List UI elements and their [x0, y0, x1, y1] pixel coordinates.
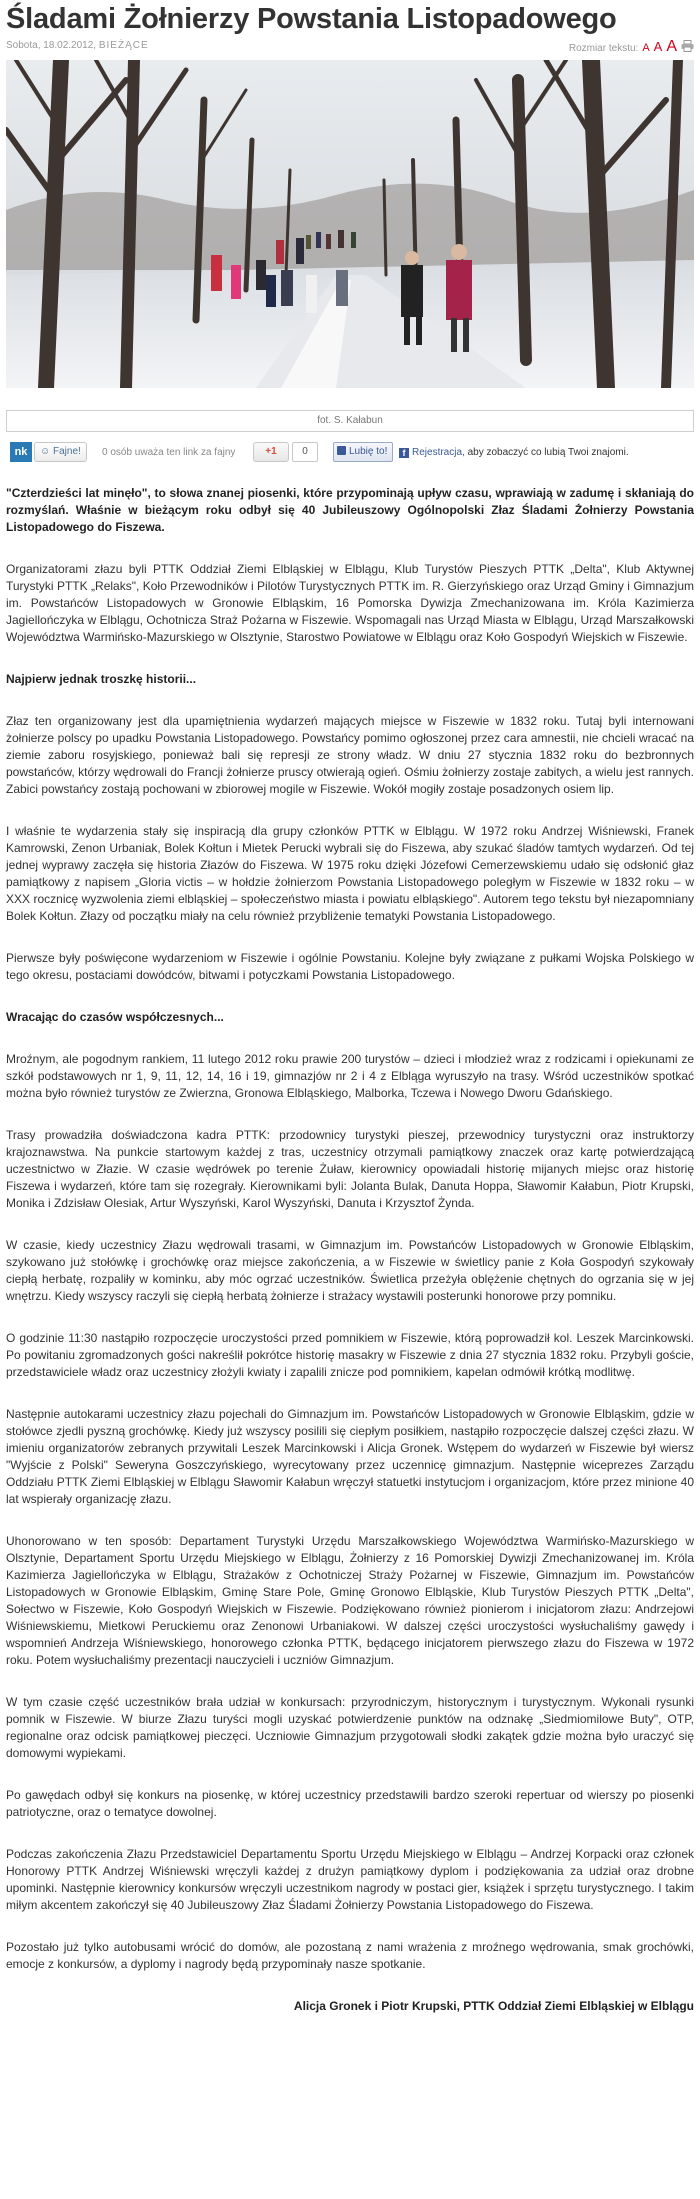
facebook-icon: f	[399, 448, 409, 458]
facebook-like-button[interactable]	[333, 442, 393, 462]
article-paragraph: W czasie, kiedy uczestnicy Złazu wędrowali trasami, w Gimnazjum im. Powstańców Listopadowych w Gronowie Elbląskim, szykowano już stołówkę i grochówkę oraz miejsce zakończenia, a w Fiszewie w świetlicy panie z Koła Gospodyń szykowały ciepłą herbatę, rozpaliły w kominku, aby móc ogrzać uczestników. Świetlica przeżyła oblężenie chętnych do ogrzania się w jej wnętrzu. Kiedy wszyscy raczyli się ciepłą herbatą żołnierze i strażacy wystawili posterunki honorowe przy pomniku.	[6, 1238, 694, 1303]
text-size-large-button[interactable]: A	[666, 38, 677, 55]
text-size-label: Rozmiar tekstu:	[568, 43, 639, 54]
google-plus-count: 0	[292, 442, 318, 462]
printer-icon[interactable]	[681, 40, 694, 52]
article-paragraph: Uhonorowano w ten sposób: Departament Turystyki Urzędu Marszałkowskiego Województwa Warmińsko-Mazurskiego w Olsztynie, Departament Sportu Urzędu Miejskiego w Elblągu, Żołnierzy z 16 Pomorskiej Dywizji Zmechanizowanej im. Króla Kazimierza Jagiellończyka w Elblągu, Strażaków z Ochotniczej Straży Pożarnej w Fiszewie, Gimnazjum im. Powstańców Listopadowych w Gronowie Elbląskim, Gminę Stare Pole, Gminę Gronowo Elbląskie, Klub Turystów Pieszych PTTK „Delta", Sołectwo w Fiszewie, Koło Gospodyń Wiejskich w Fiszewie. Podziękowano również pionierom i inicjatorom złazu: Andrzejowi Wiśniewskiemu, Mietkowi Peruckiemu oraz Zenonowi Urbaniakowi. W dalszej części uroczystości wysłuchaliśmy gawędy i wspomnień Andrzeja Wiśniewskiego, honorowego członka PTTK, będącego inicjatorem pierwszego złazu do Fiszewa w 1972 roku. Potem wysłuchaliśmy prezentacji nauczycieli i uczniów Gimnazjum.	[6, 1534, 694, 1667]
article-paragraph: Następnie autokarami uczestnicy złazu pojechali do Gimnazjum im. Powstańców Listopadowych w Gronowie Elbląskim, gdzie w stołówce zjedli pyszną grochówkę. Kiedy już wszyscy posilili się ciepłym posiłkiem, nastąpiło rozpoczęcie dalszej części złazu. W imieniu organizatorów zebranych przywitali Leszek Marcinkowski i Alicja Gronek. Wstępem do wydarzeń w Fiszewie był wiersz "Wyjście z Polski" Seweryna Goszczyńskiego, wyrecytowany przez uczennicę gimnazjum. Następnie wiceprezes Zarządu Oddziału PTTK Ziemi Elbląskiej w Elblągu Sławomir Kałabun wręczył statuetki instytucjom i organizacjom, które przez minione 40 lat wspierały organizację złazu.	[6, 1407, 694, 1506]
article-photo	[6, 60, 694, 388]
nk-fajne-button[interactable]	[34, 442, 87, 462]
article-lead: "Czterdzieści lat minęło", to słowa znanej piosenki, które przypominają upływ czasu, wprawiają w zadumę i skłaniają do rozmyślań. Właśnie w bieżącym roku odbył się 40 Jubileuszowy Ogólnopolski Złaz Śladami Żołnierzy Powstania Listopadowego do Fiszewa.	[6, 486, 694, 534]
article-date-row	[6, 40, 149, 51]
facebook-register-note: aby zobaczyć co lubią Twoi znajomi.	[464, 447, 629, 458]
article-body	[6, 485, 694, 2015]
article-paragraph: O godzinie 11:30 nastąpiło rozpoczęcie uroczystości przed pomnikiem w Fiszewie, którą poprowadził kol. Leszek Marcinkowski. Po powitaniu zgromadzonych gości nakreślił pokrótce historię masakry w Fiszewie z dnia 27 stycznia 1832 roku. Przybyli goście, przedstawiciele władz oraz uczestnicy złożyli kwiaty i zapalili znicze pod pomnikiem, kapelan odmówił krótką modlitwę.	[6, 1331, 694, 1379]
facebook-register-link[interactable]: Rejestracja,	[412, 447, 465, 458]
article-paragraph: Trasy prowadziła doświadczona kadra PTTK: przodownicy turystyki pieszej, przewodnicy turystyczni oraz instruktorzy krajoznawstwa. Na punkcie startowym każdej z tras, uczestnicy otrzymali pamiątkowy znaczek oraz kartę potwierdzającą uczestnictwo w Złazie. W czasie wędrówek po terenie Żuław, kierownicy opowiadali historię mijanych miejsc oraz historię Fiszewa i wydarzeń, które tam się rozegrały. Kierownikami byli: Jolanta Bulak, Danuta Hoppa, Sławomir Kałabun, Piotr Krupski, Monika i Zdzisław Olesiak, Artur Wyszyński, Karol Wyszyński, Danuta i Krzysztof Żynda.	[6, 1128, 694, 1210]
nk-count-text: 0 osób uważa ten link za fajny	[102, 447, 236, 458]
photo-caption: fot. S. Kałabun	[6, 410, 694, 432]
article-title: Śladami Żołnierzy Powstania Listopadowego	[6, 3, 617, 35]
text-size-controls	[569, 38, 694, 56]
text-size-medium-button[interactable]: A	[653, 39, 663, 54]
article-paragraph: Po gawędach odbył się konkurs na piosenkę, w której uczestnicy przedstawili bardzo szeroki repertuar od wierszy po piosenki patriotyczne, oraz o tematyce dowolnej.	[6, 1788, 694, 1819]
article-subheading: Wracając do czasów współczesnych...	[6, 1010, 224, 1024]
article-paragraph: Pozostało już tylko autobusami wrócić do domów, ale pozostaną z nami wrażenia z mroźnego wędrowania, smak grochówki, emocje z konkursów, a dyplomy i nagrody będą przypominały nasze spotkanie.	[6, 1940, 694, 1971]
article-paragraph: W tym czasie część uczestników brała udział w konkursach: przyrodniczym, historycznym i turystycznym. Wykonali rysunki pomnik w Fiszewie. W biurze Złazu turyści mogli uzyskać potwierdzenie punktów na odznakę „Siedmiomilowe Buty", OTP, regionalne oraz odcisk pamiątkowej pieczęci. Uczniowie Gimnazjum przygotowali słodki zakątek gdzie można było uraczyć się domowymi wypiekami.	[6, 1695, 694, 1760]
article-paragraph: Mroźnym, ale pogodnym rankiem, 11 lutego 2012 roku prawie 200 turystów – dzieci i młodzież wraz z rodzicami i opiekunami ze szkół podstawowych nr 1, 9, 11, 12, 14, 16 i 19, gimnazjów nr 2 i 4 z Elbląga wyruszyło na trasy. Wśród uczestników spotkać można było również turystów ze Zwierzna, Gronowa Elbląskiego, Malborka, Tczewa i Nowego Dworu Gdańskiego.	[6, 1052, 694, 1100]
article-paragraph: I właśnie te wydarzenia stały się inspiracją dla grupy członków PTTK w Elblągu. W 1972 roku Andrzej Wiśniewski, Franek Kamrowski, Zenon Urbaniak, Bolek Kołtun i Mietek Perucki wybrali się do Fiszewa, aby szukać śladów tamtych wydarzeń. Od tej jednej wyprawy zaczęła się historia Złazów do Fiszewa. W 1975 roku dzięki Józefowi Cemerzewskiemu udało się odsłonić głaz pamiątkowy z napisem „Gloria victis – w hołdzie żołnierzom Powstania Listopadowego poległym w Fiszewie w 1832 roku – w XXX rocznicę wyzwolenia ziemi elbląskiej – społeczeństwo miasta i powiatu elbląskiego". Autorem tego tekstu był niezapomniany Bolek Kołtun. Złazy od początku miały na celu również przybliżenie tematyki Powstania Listopadowego.	[6, 824, 694, 923]
article-date: Sobota, 18.02.2012,	[6, 40, 97, 51]
thumbs-up-icon	[337, 446, 346, 455]
article-paragraph: Organizatorami złazu byli PTTK Oddział Ziemi Elbląskiej w Elblągu, Klub Turystów Pieszych PTTK „Delta", Klub Aktywnej Turystyki PTTK „Relaks", Koło Przewodników i Pilotów Turystycznych PTTK im. R. Gierzyńskiego oraz Urząd Gminy i Gimnazjum im. Powstańców Listopadowych w Gronowie Elbląskim, 16 Pomorska Dywizja Zmechanizowana im. Króla Kazimierza Jagiellończyka w Elblągu, Ochotnicza Straż Pożarna w Fiszewie. Wspomagali nas Urząd Miasta w Elblągu, Urząd Marszałkowski Województwa Warmińsko-Mazurskiego w Olsztynie, Starostwo Powiatowe w Elblągu oraz Koło Gospodyń Wiejskich w Fiszewie.	[6, 562, 694, 644]
text-size-small-button[interactable]: A	[642, 42, 650, 54]
nk-fajne-label: Fajne!	[53, 446, 81, 457]
nk-smile-icon: ☺	[40, 446, 53, 457]
facebook-register-text	[399, 447, 629, 458]
google-plus-button[interactable]: +1	[253, 442, 289, 462]
article-signature: Alicja Gronek i Piotr Krupski, PTTK Oddział Ziemi Elbląskiej w Elblągu	[293, 1999, 694, 2013]
social-share-bar	[6, 441, 694, 469]
article-page	[6, 0, 694, 2015]
article-paragraph: Pierwsze były poświęcone wydarzeniom w Fiszewie i ogólnie Powstaniu. Kolejne były związane z pułkami Wojska Polskiego w tego okresu, postaciami dowódców, bitwami i potyczkami Powstania Listopadowego.	[6, 951, 694, 982]
article-subheading: Najpierw jednak troszkę historii...	[6, 672, 197, 686]
facebook-like-label: Lubię to!	[349, 446, 388, 457]
article-meta	[6, 38, 694, 56]
article-category[interactable]: BIEŻĄCE	[98, 40, 149, 51]
article-paragraph: Podczas zakończenia Złazu Przedstawiciel Departamentu Sportu Urzędu Miejskiego w Elblągu – Andrzej Korpacki oraz członek Honorowy PTTK Andrzej Wiśniewski wręczyli każdej z drużyn pamiątkowy dyplom i podziękowania za udział oraz drobne upominki. Następnie kierownicy konkursów wręczyli uczestnikom nagrody w postaci gier, książek i sprzętu turystycznego. I takim miłym akcentem zakończył się 40 Jubileuszowy Złaz Śladami Żołnierzy Powstania Listopadowego do Fiszewa.	[6, 1847, 694, 1912]
article-paragraph: Złaz ten organizowany jest dla upamiętnienia wydarzeń mających miejsce w Fiszewie w 1832 roku. Tutaj byli internowani żołnierze polscy po upadku Powstania Listopadowego. Powstańcy pomimo ogłoszonej przez cara amnestii, nie chcieli wracać na ziemie zaboru rosyjskiego, ponieważ bali się represji ze strony władz. W dniu 27 stycznia 1832 roku do bezbronnych powstańców, którzy wędrowali do Francji żołnierze pruscy otwierają ogień. Ośmiu żołnierzy zostaje zabitych, a wielu jest rannych. Zabici powstańcy zostają pochowani w zbiorowej mogile w Fiszewie. Wokół mogiły zostaje posadzonych osiem lip.	[6, 714, 694, 796]
nk-logo-icon[interactable]: nk	[10, 442, 32, 462]
